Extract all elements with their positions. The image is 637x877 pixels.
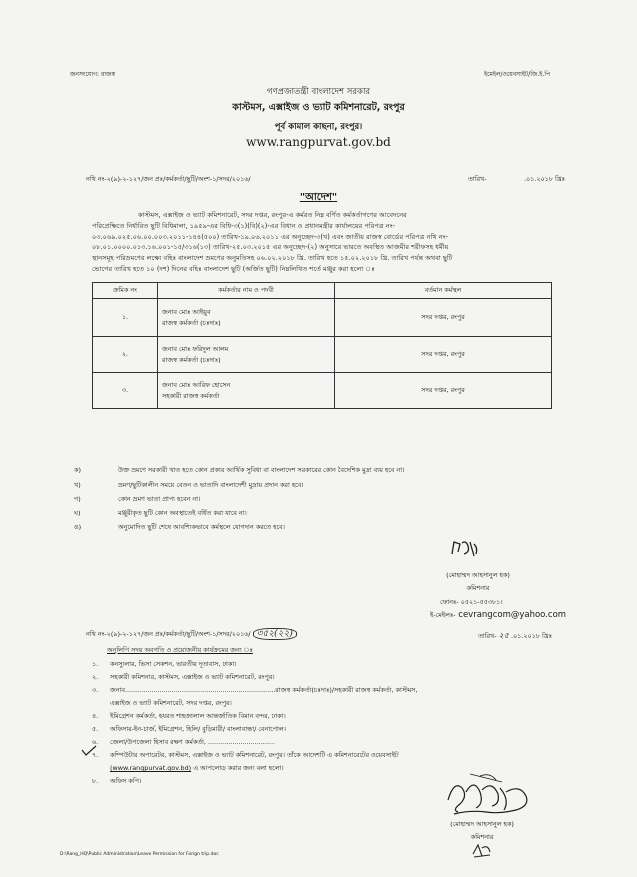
table-row [93, 299, 552, 337]
copy-text: জনাব..........................................................................রাজস্ব কর্মকর্তা(চঃদাঃ)/সহকারী রাজস্ব কর্মকর্তা, কাস্টমস, [110, 686, 418, 694]
condition-text: কোন ভ্রমণ ভাতা প্রাপ্য হবেন না। [118, 495, 201, 503]
condition-text: ভ্রমণ/ছুটিকালীন সময়ে বেতন ও ভাতাদি বাংলাদেশী মুদ্রায় প্রদান করা হবে। [118, 481, 304, 489]
row-serial: ৩. [93, 373, 158, 409]
memo-date-rest: .০১.২০১৮ খ্রিঃ [511, 632, 552, 640]
copy-mark: ৭. [92, 751, 99, 759]
copy-text: কনস্যুলার, ভিসা সেকশন, ভারতীয় দূতাবাস, ঢাকা। [110, 660, 237, 668]
email-address: cevrangcom@yahoo.com [458, 610, 567, 620]
body-line: ০৩.০৬৯.০২৫.০৬.০০.০০৩.২০১১-১৪৪(৫০০) তারিখ-১৯.০৬.২০১১ এর অনুচ্ছেদ-৩(খ) এবং জাতীয় রাজস্ব বোর্ডের পরিপত্র নথি নং- [92, 232, 448, 241]
reference-number: নথি নং-২(৯)-২-১২৭/জন প্রঃ/কর্মকর্তা/ছুটি/অংশ-১/সদর/২০১৬/ [86, 175, 251, 183]
table-row [93, 373, 552, 409]
copy-text: এ আপলোড করার জন্য বলা হলো। [193, 764, 284, 772]
body-line: পরিপ্রেক্ষিতে নির্ধারিত ছুটি বিধিমালা, ১৯৫৯-এর বিধি-৩(১)(বি)(২)-এর বিধান ও প্রধানমন্ত্রীর কার্যালয়ের পরিপত্র নং- [92, 221, 395, 230]
row-serial: ১. [93, 299, 158, 337]
top-right-note: ইমেইল/ওয়েবসাইট/জি.ই.পি [484, 71, 551, 78]
condition-text: মঞ্জুরীকৃত ছুটি কোন অবস্থাতেই বর্ধিত করা যাবে না। [118, 509, 247, 517]
memo-number: নথি নং-২(৯)-২-১২৭/জন প্রঃ/কর্মকর্তা/ছুটি/অংশ-১/সদর/২০১৬/ [86, 630, 251, 638]
row-station: সদর দপ্তর, রংপুর [335, 373, 552, 409]
copy-mark: ৫. [92, 725, 99, 733]
memo-date-label: তারিখ- [478, 632, 497, 640]
reference-date-value: .০১.২০১৮ খ্রিঃ [524, 175, 565, 183]
signatory2-title: কমিশনার [470, 833, 494, 841]
copy-text: জেলা/উপজেলা হিসাব রক্ষণ কর্মকর্তা, ................................. [110, 738, 276, 746]
body-line: ০৮.০১.০০০০.০১৩.১৬.০০১-১৫/৩১৬(১৩) তারিখ-২৫.০৩.২০১৫ এর অনুচ্ছেদ-(২) অনুসারে ভারতে অবস্থিত আজমীর শরীফসহ ধর্মীয় [92, 243, 449, 252]
row-name: জনাব মোঃ ফরিদুল আলম [162, 344, 229, 353]
condition-text: উক্ত ভ্রমণে সরকারী খাত হতে কোন প্রকার আর্থিক সুবিধা বা বাংলাদেশ সরকারের কোন বৈদেশিক মুদ্রা ব্যয় হবে না। [118, 466, 405, 474]
copy-text: ইমিগ্রেশন কর্মকর্তা, হযরত শাহজালাল আন্তর্জাতিক বিমান বন্দর, ঢাকা। [110, 712, 286, 720]
top-left-note: জনসংযোগ: রাজস্ব [70, 71, 116, 78]
body-line: স্থানসমূহ পরিভ্রমণের লক্ষ্যে বহিঃ বাংলাদেশ ভ্রমণের অনুমতিসহ ০৬.০২.২০১৮ খ্রি. তারিখ হতে ১৫.০২.২০১৮ খ্রি. তারিখ পর্যন্ত অথবা ছুটি [92, 254, 453, 263]
copy-mark: ৮. [92, 777, 99, 785]
copy-mark: ২. [92, 673, 99, 681]
signature-full [440, 770, 540, 820]
copy-text-with-link [110, 764, 284, 772]
copy-mark: ৬. [92, 738, 99, 746]
signature-initials-1 [448, 538, 482, 560]
condition-mark: গ) [74, 495, 81, 503]
website-text: www.rangpurvat.gov.bd [246, 135, 391, 149]
condition-mark: ঘ) [74, 509, 81, 517]
order-body [92, 210, 552, 275]
memo-date-line [478, 632, 552, 640]
row-station: সদর দপ্তর, রংপুর [335, 337, 552, 373]
office-address: পূর্ব কামাল কাছনা, রংপুর। [274, 122, 363, 132]
row-designation: রাজস্ব কর্মকর্তা (চঃদাঃ) [162, 355, 221, 364]
staff-table [92, 282, 552, 409]
table-header-row [93, 283, 552, 299]
copy-text: কম্পিউটার অপারেটর, কাস্টমস, এক্সাইজ ও ভ্যাট কমিশনারেট, রংপুর। তাঁকে আদেশটি এ কমিশনারেটের ওয়েবসাইট [110, 751, 399, 759]
copy-mark: ৪. [92, 712, 99, 720]
govt-line: গণপ্রজাতন্ত্রী বাংলাদেশ সরকার [266, 87, 371, 97]
memo-date-day: ২৫ [498, 631, 509, 640]
condition-mark: ক) [74, 466, 81, 474]
order-title: "আদেশ" [299, 192, 338, 203]
copy-mark: ৩. [92, 686, 99, 694]
copy-heading: অনুলিপি সদয় অবগতি ও প্রয়োজনীয় কার্যক্রমের জন্য ঃ [107, 646, 253, 654]
row-name: জনাব মোঃ আইয়ুব [162, 307, 211, 316]
row-name-cell [158, 299, 335, 337]
condition-mark: ঙ) [74, 523, 82, 531]
copy-text: অফিস কপি। [110, 777, 142, 785]
row-designation: সহকারী রাজস্ব কর্মকর্তা [162, 391, 220, 400]
row-name-cell [158, 373, 335, 409]
signatory-phone: ফোনঃ- ০৫২১-৫৫৩৮১। [440, 598, 503, 606]
condition-text: অনুমোদিত ছুটি শেষে আবশ্যিকভাবে কর্মস্থলে যোগদান করতে হবে। [118, 523, 285, 531]
header-station: বর্তমান কর্মস্থল [335, 283, 552, 299]
copy-text: অফিসার-ইন-চার্জ, ইমিগ্রেশন, হিলি/ বুড়িমারী/ বাংলাবান্ধা/ বেনাপোল। [110, 725, 286, 733]
row-station: সদর দপ্তর, রংপুর [335, 299, 552, 337]
body-line: ভোগের তারিখ হতে ১০ (দশ) দিনের বহিঃ বাংলাদেশ ছুটি (অর্জিত ছুটি) নিম্নলিখিত শর্তে মঞ্জুর করা হলো ঃ [92, 264, 375, 273]
memo-handwritten-number: ৩৫২(২২) [253, 628, 297, 640]
condition-mark: খ) [74, 481, 81, 489]
row-designation: রাজস্ব কর্মকর্তা (চঃদাঃ) [162, 318, 221, 327]
row-name: জনাব মোঃ আরিফ হোসেন [162, 380, 231, 389]
header-serial: ক্রমিক নং [93, 283, 158, 299]
signatory2-name: (মোহাম্মদ আহসানুল হক) [450, 820, 514, 828]
reference-date-label: তারিখ- [468, 175, 487, 183]
copy-text: এক্সাইজ ও ভ্যাট কমিশনারেট, সদর দপ্তর, রংপুর। [110, 699, 232, 707]
signatory-name: (মোহাম্মদ আহসানুল হক) [446, 571, 510, 579]
signatory-email-line [430, 610, 566, 621]
row-name-cell [158, 337, 335, 373]
footer-file-path: D:\Rang_HQ\Public Administration\Leave Permission for Forign trip.doc [60, 852, 219, 857]
copy-mark: ১. [92, 660, 99, 668]
memo-number-line [86, 630, 297, 638]
office-name: কাস্টমস, এক্সাইজ ও ভ্যাট কমিশনারেট, রংপুর [232, 102, 405, 113]
email-label: ই-মেইলঃ- [430, 611, 456, 619]
copy-text: সহকারী কমিশনার, কাস্টমস, এক্সাইজ ও ভ্যাট কমিশনারেট, রংপুর। [110, 673, 275, 681]
table-row [93, 337, 552, 373]
row-serial: ২. [93, 337, 158, 373]
header-name: কর্মকর্তার নাম ও পদবী [158, 283, 335, 299]
signature-initials-2 [470, 842, 494, 860]
website-link[interactable]: (www.rangpurvat.gov.bd) [110, 764, 192, 772]
body-line: কাস্টমস, এক্সাইজ ও ভ্যাট কমিশনারেট, সদর দপ্তর, রংপুর-এ কর্মরত নিম্ন বর্ণিত কর্মকর্তাগণের আবেদনের [138, 211, 407, 219]
signatory-title: কমিশনার [466, 584, 490, 592]
